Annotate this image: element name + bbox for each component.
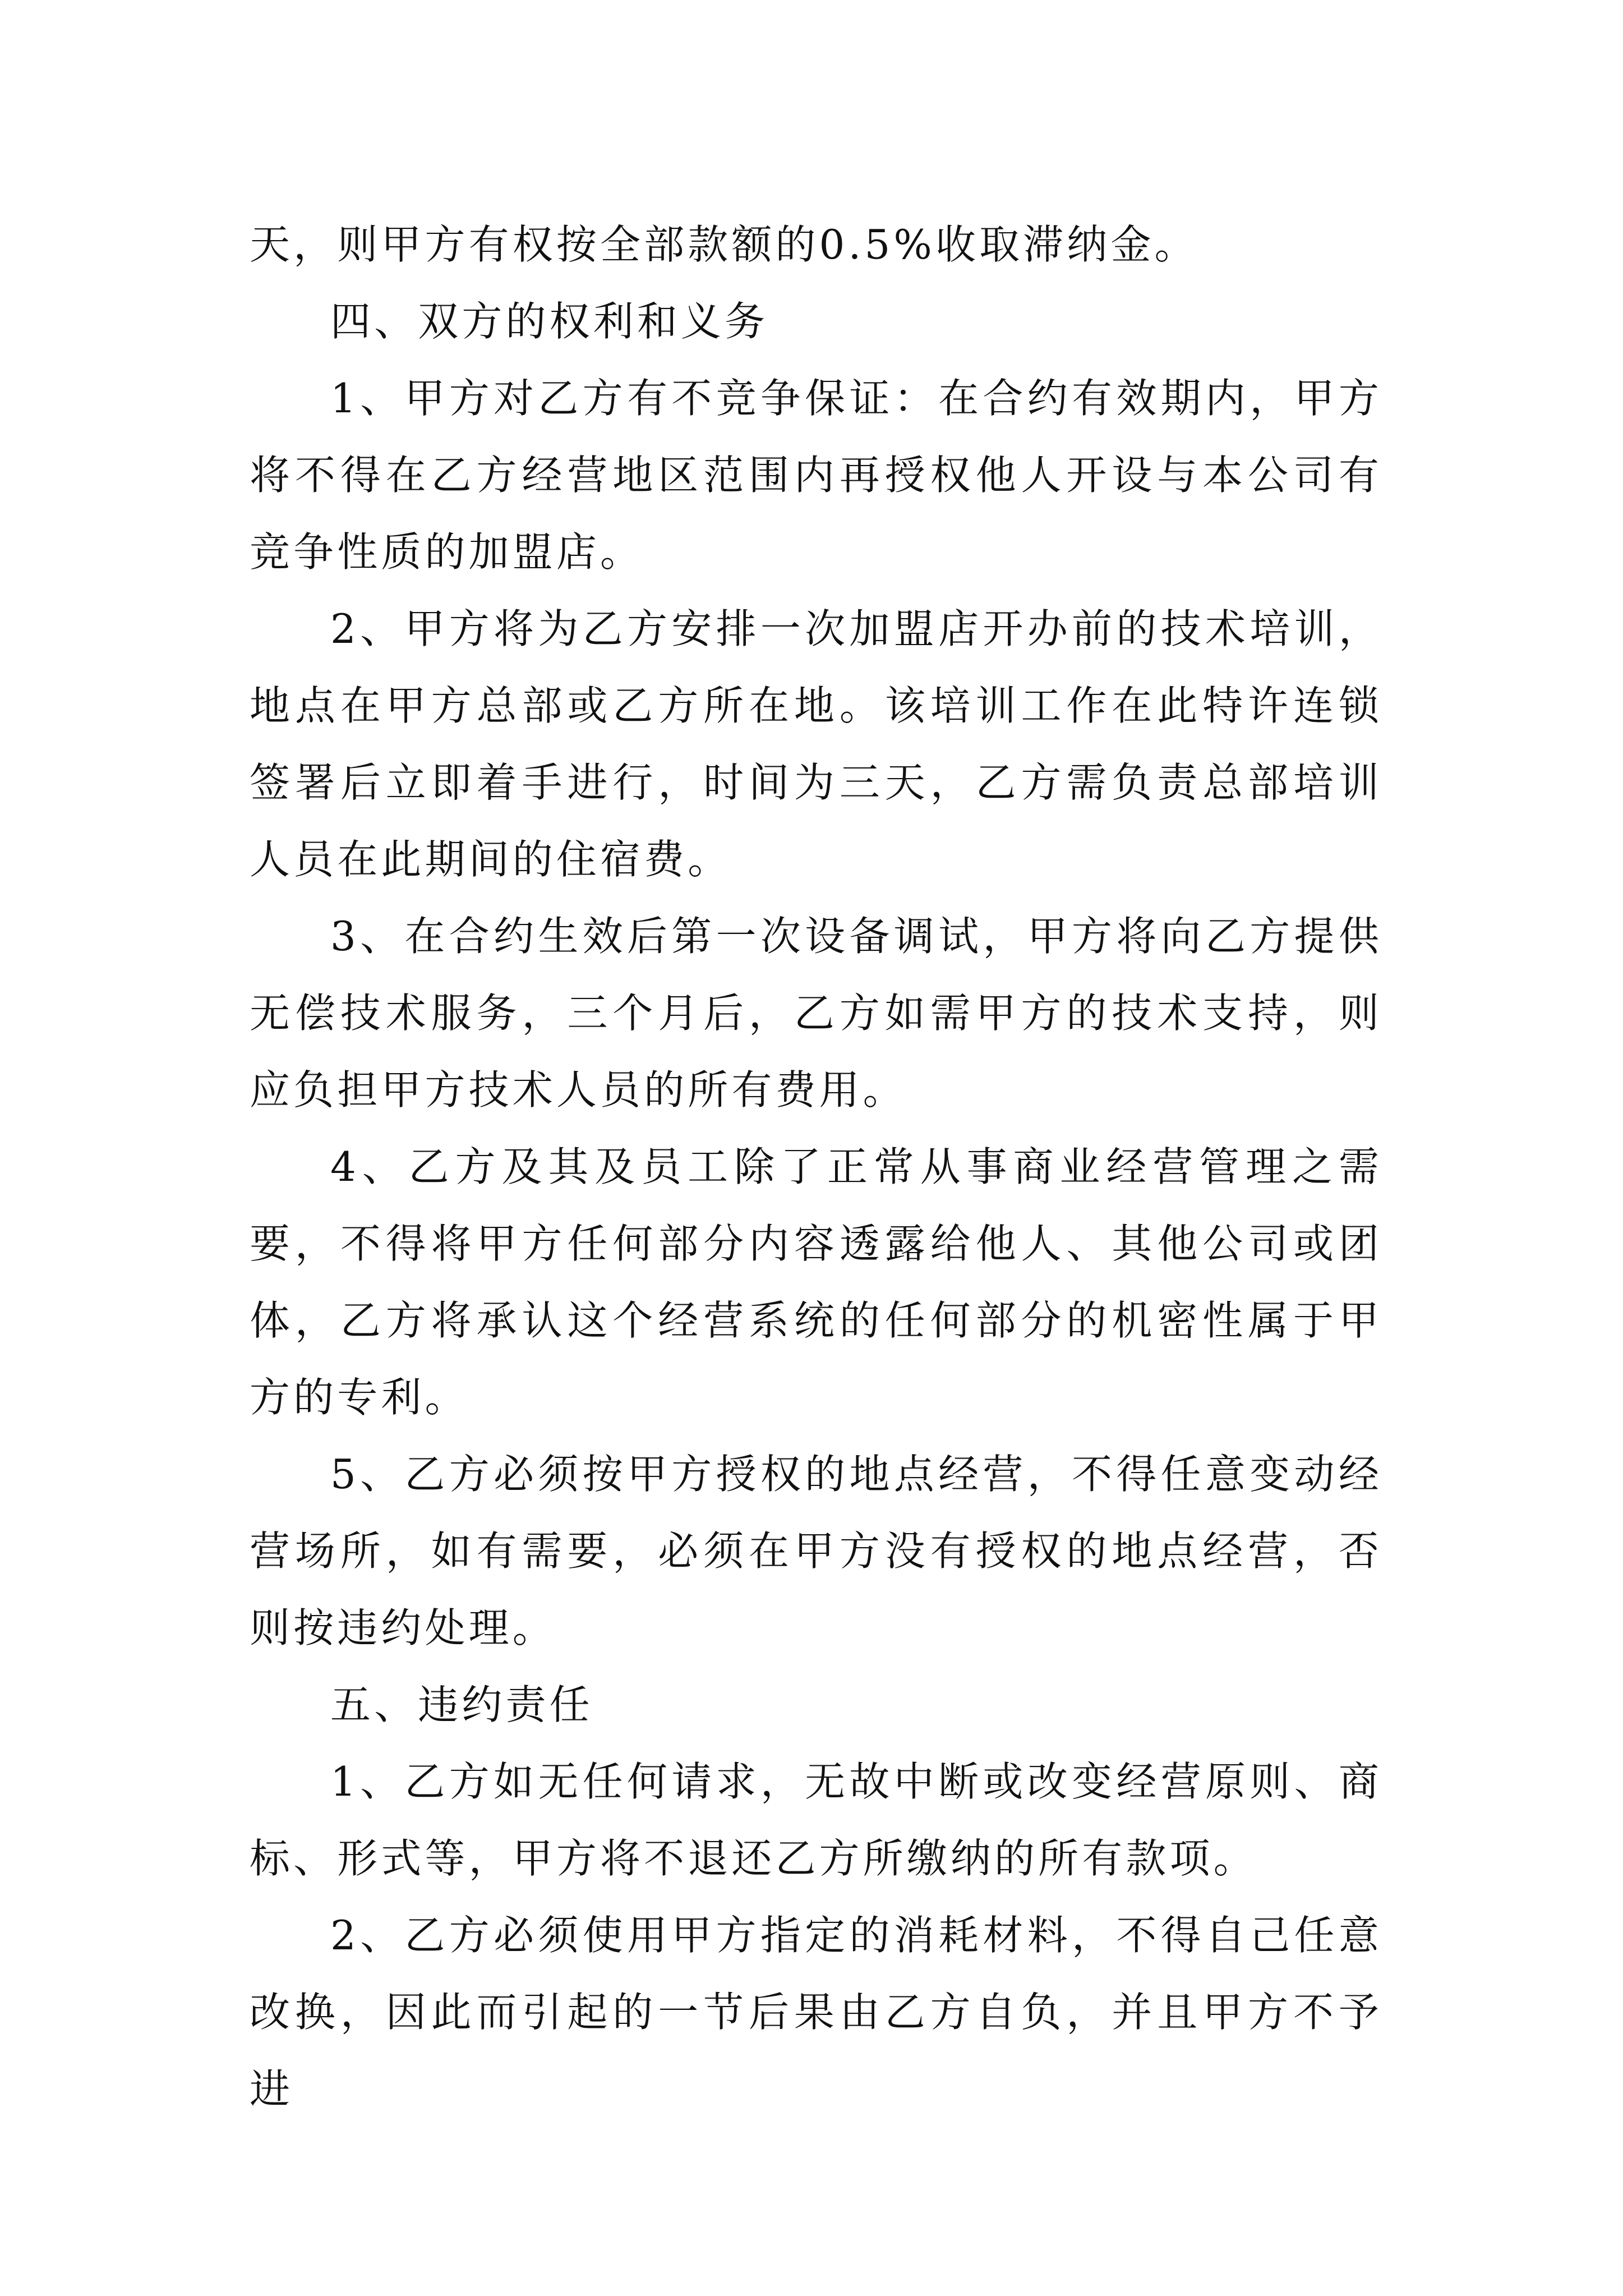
paragraph-liability-2: 2、乙方必须使用甲方指定的消耗材料，不得自己任意改换，因此而引起的一节后果由乙方自负，并且甲方不予进 — [250, 1912, 1382, 2113]
paragraph-clause-3: 3、在合约生效后第一次设备调试，甲方将向乙方提供无偿技术服务，三个月后，乙方如需甲方的技术支持，则应负担甲方技术人员的所有费用。 — [250, 913, 1382, 1114]
paragraph-clause-5: 5、乙方必须按甲方授权的地点经营，不得任意变动经营场所，如有需要，必须在甲方没有授权的地点经营，否则按违约处理。 — [250, 1451, 1382, 1651]
paragraph-clause-4: 4、乙方及其及员工除了正常从事商业经营管理之需要，不得将甲方任何部分内容透露给他人、其他公司或团体，乙方将承认这个经营系统的任何部分的机密性属于甲方的专利。 — [250, 1143, 1382, 1421]
paragraph-clause-2: 2、甲方将为乙方安排一次加盟店开办前的技术培训，地点在甲方总部或乙方所在地。该培训工作在此特许连锁签署后立即着手进行，时间为三天，乙方需负责总部培训人员在此期间的住宿费。 — [250, 605, 1382, 883]
paragraph-clause-1: 1、甲方对乙方有不竞争保证：在合约有效期内，甲方将不得在乙方经营地区范围内再授权他人开设与本公司有竞争性质的加盟店。 — [250, 375, 1382, 576]
paragraph-liability-1: 1、乙方如无任何请求，无故中断或改变经营原则、商标、形式等，甲方将不退还乙方所缴纳的所有款项。 — [250, 1758, 1382, 1882]
section-heading-liability: 五、违约责任 — [330, 1681, 593, 1728]
document-body — [250, 206, 1382, 2128]
section-heading-rights-obligations: 四、双方的权利和义务 — [330, 298, 769, 345]
paragraph-late-fee: 天，则甲方有权按全部款额的0.5%收取滞纳金。 — [250, 221, 1198, 268]
